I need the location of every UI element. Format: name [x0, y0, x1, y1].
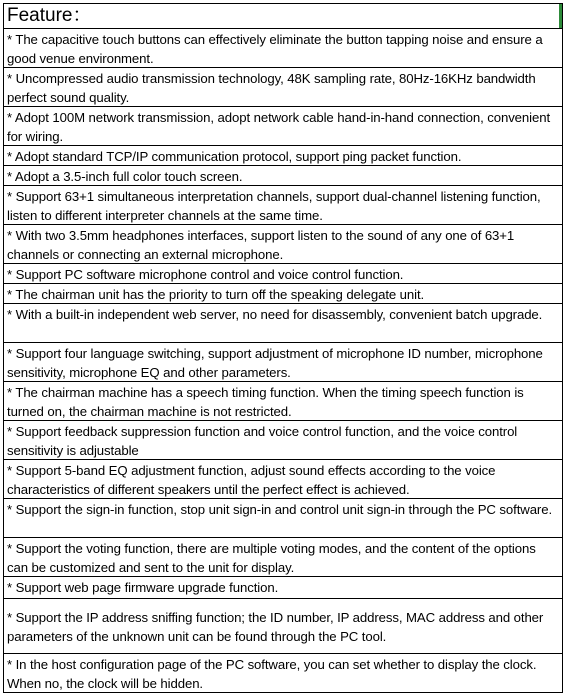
feature-text: * Support PC software microphone control and voice control function. — [7, 267, 404, 282]
feature-row — [4, 577, 562, 599]
feature-text: * Adopt standard TCP/IP communication protocol, support ping packet function. — [7, 149, 462, 164]
feature-text: * Support feedback suppression function and voice control function, and the voice control sensitivity is adjustable — [7, 424, 518, 458]
feature-row — [4, 421, 562, 460]
feature-text: * Adopt a 3.5-inch full color touch screen. — [7, 169, 243, 184]
feature-row — [4, 538, 562, 577]
feature-row — [4, 382, 562, 421]
feature-text: * In the host configuration page of the PC software, you can set whether to display the clock. When no, the clock will be hidden. — [7, 657, 537, 691]
feature-text: * With two 3.5mm headphones interfaces, support listen to the sound of any one of 63+1 channels or connecting an external microphone. — [7, 228, 515, 262]
feature-row — [4, 225, 562, 264]
feature-text: * Support the voting function, there are multiple voting modes, and the content of the options can be customized and sent to the unit for display. — [7, 541, 536, 575]
feature-row — [4, 304, 562, 343]
feature-text: * The chairman unit has the priority to turn off the speaking delegate unit. — [7, 287, 425, 302]
feature-row — [4, 264, 562, 284]
feature-row — [4, 284, 562, 304]
feature-header — [4, 4, 562, 29]
feature-text: * Support 63+1 simultaneous interpretation channels, support dual-channel listening function, listen to different interpreter channels at the same time. — [7, 189, 541, 223]
feature-text: * With a built-in independent web server, no need for disassembly, convenient batch upgrade. — [7, 307, 543, 322]
feature-text: * Support four language switching, support adjustment of microphone ID number, microphone sensitivity, microphone EQ and other parameters. — [7, 346, 543, 380]
feature-row — [4, 343, 562, 382]
feature-title: Feature： — [7, 5, 92, 26]
feature-text: * The chairman machine has a speech timing function. When the timing speech function is turned on, the chairman machine is not restricted. — [7, 385, 524, 419]
feature-row — [4, 107, 562, 146]
feature-row — [4, 599, 562, 654]
feature-row — [4, 499, 562, 538]
feature-row — [4, 68, 562, 107]
feature-row — [4, 654, 562, 694]
feature-row — [4, 166, 562, 186]
feature-text: * Support the sign-in function, stop unit sign-in and control unit sign-in through the PC software. — [7, 502, 553, 517]
feature-table — [3, 3, 563, 693]
feature-row — [4, 146, 562, 166]
feature-text: * Adopt 100M network transmission, adopt network cable hand-in-hand connection, convenient for wiring. — [7, 110, 551, 144]
feature-text: * The capacitive touch buttons can effectively eliminate the button tapping noise and ensure a good venue environment. — [7, 32, 543, 66]
feature-text: * Uncompressed audio transmission technology, 48K sampling rate, 80Hz-16KHz bandwidth perfect sound quality. — [7, 71, 536, 105]
feature-text: * Support the IP address sniffing function; the ID number, IP address, MAC address and other parameters of the unknown unit can be found through the PC tool. — [7, 610, 544, 644]
header-edge-accent — [559, 4, 562, 28]
feature-row — [4, 186, 562, 225]
feature-text: * Support 5-band EQ adjustment function, adjust sound effects according to the voice characteristics of different speakers until the perfect effect is achieved. — [7, 463, 496, 497]
feature-text: * Support web page firmware upgrade function. — [7, 580, 279, 595]
feature-row — [4, 460, 562, 499]
feature-row — [4, 29, 562, 68]
